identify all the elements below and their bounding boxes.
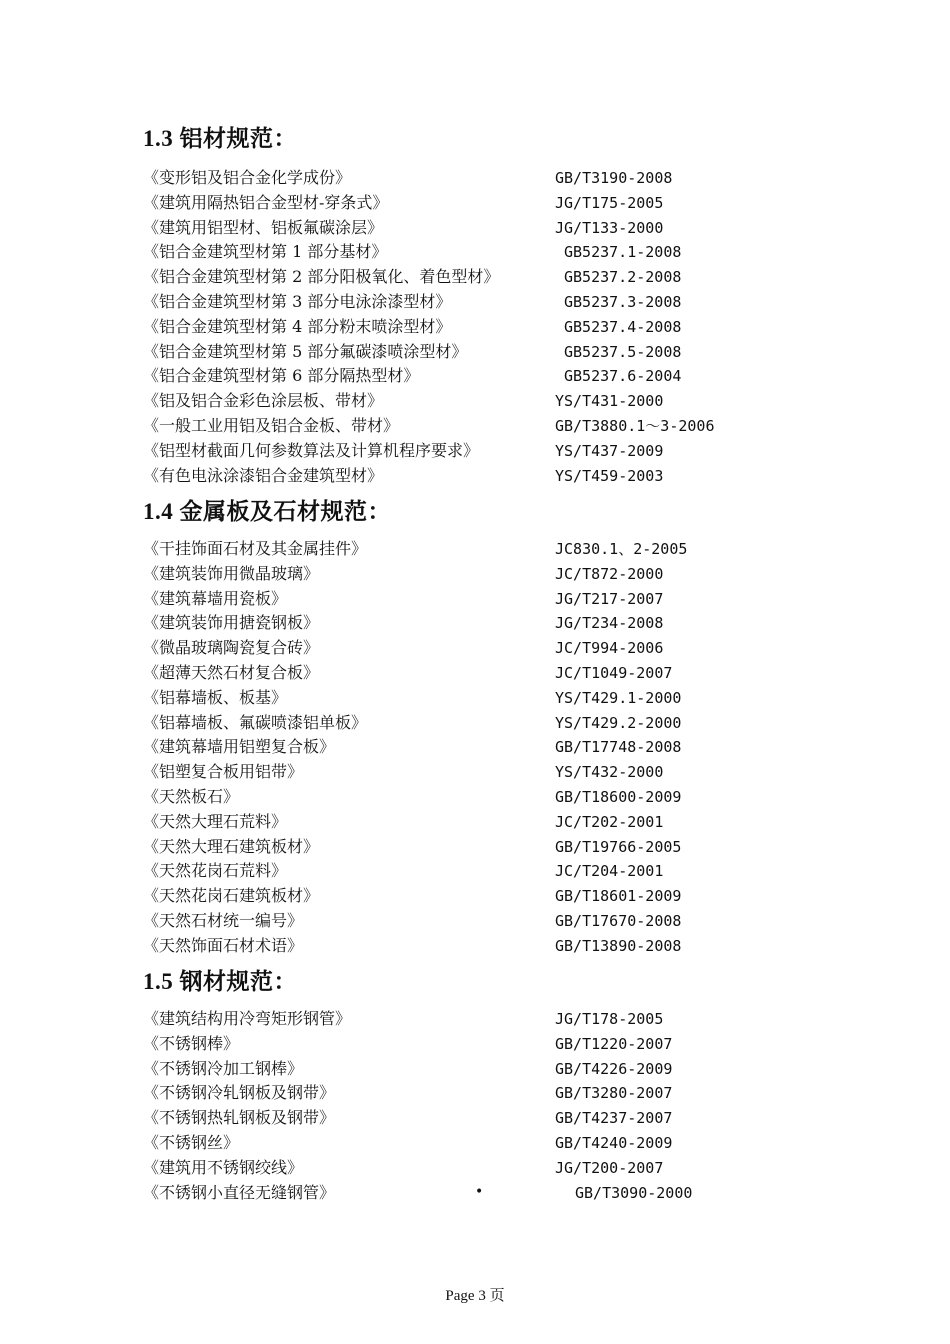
standard-row <box>143 1081 843 1105</box>
standard-title: 《铝合金建筑型材第 2 部分阳极氧化、着色型材》 <box>143 267 500 287</box>
standard-title: 《建筑用隔热铝合金型材-穿条式》 <box>143 192 389 212</box>
standard-title: 《不锈钢丝》 <box>143 1133 240 1152</box>
standard-code: GB5237.6-2004 <box>564 367 682 386</box>
standard-title: 《建筑结构用冷弯矩形钢管》 <box>143 1009 352 1028</box>
standard-title: 《建筑装饰用搪瓷钢板》 <box>143 613 320 633</box>
standard-code: JG/T217-2007 <box>555 589 664 608</box>
standard-row <box>143 364 843 388</box>
standard-code: GB/T18601-2009 <box>555 887 682 906</box>
standard-code: JC830.1、2-2005 <box>555 540 688 558</box>
section-heading: 1.5 钢材规范： <box>143 969 297 994</box>
standard-code: JC/T202-2001 <box>555 812 664 831</box>
standard-row <box>143 562 843 586</box>
standard-row <box>143 240 843 264</box>
standard-row <box>143 884 843 908</box>
standard-title: 《建筑幕墙用铝塑复合板》 <box>143 737 336 757</box>
standard-code: GB/T3090-2000 <box>575 1183 693 1202</box>
standard-row <box>143 810 843 834</box>
standard-title: 《天然板石》 <box>143 787 240 806</box>
standard-title: 《不锈钢热轧钢板及钢带》 <box>143 1108 336 1128</box>
standard-title: 《变形铝及铝合金化学成份》 <box>143 168 352 187</box>
standard-row <box>143 661 843 685</box>
standard-code: GB/T18600-2009 <box>555 788 682 806</box>
standard-row <box>143 785 843 809</box>
standard-title: 《不锈钢冷加工钢棒》 <box>143 1058 304 1078</box>
standard-row <box>143 859 843 883</box>
standard-title: 《不锈钢冷轧钢板及钢带》 <box>143 1083 336 1103</box>
standard-title: 《铝合金建筑型材第 6 部分隔热型材》 <box>143 366 420 386</box>
standard-title: 《超薄天然石材复合板》 <box>143 663 320 682</box>
standard-row <box>143 587 843 611</box>
standard-code: GB/T13890-2008 <box>555 936 682 955</box>
standard-title: 《铝合金建筑型材第 3 部分电泳涂漆型材》 <box>143 292 452 311</box>
standard-code: GB/T17748-2008 <box>555 738 682 757</box>
standard-row <box>143 1106 843 1130</box>
standard-code: YS/T429.1-2000 <box>555 688 682 707</box>
standard-row <box>143 1007 843 1031</box>
standard-row <box>143 191 843 215</box>
standard-code: JC/T994-2006 <box>555 639 664 658</box>
standard-row <box>143 711 843 735</box>
standard-code: JG/T200-2007 <box>555 1158 664 1177</box>
standard-code: GB/T17670-2008 <box>555 912 682 930</box>
standard-title: 《建筑用铝型材、铝板氟碳涂层》 <box>143 217 384 237</box>
section-heading: 1.4 金属板及石材规范： <box>143 499 391 524</box>
standard-row <box>143 760 843 784</box>
standard-title: 《铝幕墙板、氟碳喷漆铝单板》 <box>143 712 368 732</box>
standard-row <box>143 636 843 660</box>
standard-code: JC/T204-2001 <box>555 862 664 881</box>
standard-code: JG/T133-2000 <box>555 218 664 237</box>
standard-title: 《天然花岗石荒料》 <box>143 861 288 881</box>
standard-code: GB5237.3-2008 <box>564 293 682 311</box>
standard-code: GB/T3880.1～3-2006 <box>555 417 715 435</box>
standard-code: JG/T178-2005 <box>555 1010 664 1028</box>
standard-code: JG/T234-2008 <box>555 614 664 633</box>
standard-row <box>143 290 843 314</box>
standard-row <box>143 439 843 463</box>
standard-row <box>143 315 843 339</box>
standard-code: GB/T3280-2007 <box>555 1084 673 1103</box>
standard-title: 《铝合金建筑型材第 4 部分粉末喷涂型材》 <box>143 316 452 336</box>
standard-title: 《有色电泳涂漆铝合金建筑型材》 <box>143 465 384 485</box>
standard-code: YS/T459-2003 <box>555 466 664 485</box>
standard-row <box>143 340 843 364</box>
standard-title: 《天然石材统一编号》 <box>143 911 304 930</box>
standard-title: 《铝幕墙板、板基》 <box>143 687 288 707</box>
standard-row <box>143 1156 843 1180</box>
standard-title: 《铝型材截面几何参数算法及计算机程序要求》 <box>143 440 480 460</box>
standard-code: YS/T437-2009 <box>555 441 664 460</box>
standard-row <box>143 735 843 759</box>
standard-title: 《微晶玻璃陶瓷复合砖》 <box>143 638 320 658</box>
standard-row <box>143 1181 843 1205</box>
standard-title: 《建筑幕墙用瓷板》 <box>143 588 288 608</box>
section-heading: 1.3 铝材规范： <box>143 126 297 151</box>
standard-code: GB5237.1-2008 <box>564 243 682 262</box>
standard-code: YS/T431-2000 <box>555 392 664 411</box>
standard-row <box>143 686 843 710</box>
standard-row <box>143 265 843 289</box>
standard-code: JG/T175-2005 <box>555 193 664 212</box>
standard-title: 《天然大理石建筑板材》 <box>143 836 320 856</box>
standard-code: JC/T872-2000 <box>555 564 664 583</box>
standard-title: 《天然饰面石材术语》 <box>143 935 304 955</box>
bullet-mark: • <box>475 1184 484 1200</box>
standard-row <box>143 464 843 488</box>
standard-code: GB/T3190-2008 <box>555 169 673 187</box>
standard-row <box>143 389 843 413</box>
standard-title: 《建筑装饰用微晶玻璃》 <box>143 563 320 583</box>
page-footer: Page 3 页 <box>445 1288 505 1304</box>
standard-code: GB/T4237-2007 <box>555 1109 673 1128</box>
standard-row <box>143 166 843 190</box>
standard-code: GB5237.4-2008 <box>564 317 682 336</box>
standard-title: 《天然大理石荒料》 <box>143 811 288 831</box>
standard-title: 《建筑用不锈钢绞线》 <box>143 1157 304 1177</box>
standard-code: GB/T4240-2009 <box>555 1134 673 1152</box>
standard-row <box>143 835 843 859</box>
standard-row <box>143 934 843 958</box>
standard-code: GB/T19766-2005 <box>555 837 682 856</box>
standard-code: YS/T432-2000 <box>555 763 664 782</box>
standard-code: GB5237.2-2008 <box>564 268 682 287</box>
standard-code: GB/T1220-2007 <box>555 1034 673 1053</box>
standard-title: 《铝合金建筑型材第 1 部分基材》 <box>143 242 388 262</box>
standard-title: 《干挂饰面石材及其金属挂件》 <box>143 539 368 558</box>
standard-title: 《不锈钢小直径无缝钢管》 <box>143 1182 336 1202</box>
standard-row <box>143 909 843 933</box>
standard-row <box>143 1057 843 1081</box>
standard-title: 《不锈钢棒》 <box>143 1033 240 1053</box>
standard-row <box>143 414 843 438</box>
standard-row <box>143 1032 843 1056</box>
standard-row <box>143 611 843 635</box>
standard-title: 《天然花岗石建筑板材》 <box>143 886 320 906</box>
standard-code: JC/T1049-2007 <box>555 664 673 682</box>
standard-code: GB5237.5-2008 <box>564 342 682 361</box>
standard-row <box>143 1131 843 1155</box>
standard-row <box>143 216 843 240</box>
standard-title: 《铝及铝合金彩色涂层板、带材》 <box>143 391 384 411</box>
standard-title: 《一般工业用铝及铝合金板、带材》 <box>143 416 400 435</box>
standard-code: YS/T429.2-2000 <box>555 713 682 732</box>
standard-title: 《铝塑复合板用铝带》 <box>143 762 304 782</box>
standard-code: GB/T4226-2009 <box>555 1059 673 1078</box>
standard-title: 《铝合金建筑型材第 5 部分氟碳漆喷涂型材》 <box>143 341 468 361</box>
standard-row <box>143 537 843 561</box>
